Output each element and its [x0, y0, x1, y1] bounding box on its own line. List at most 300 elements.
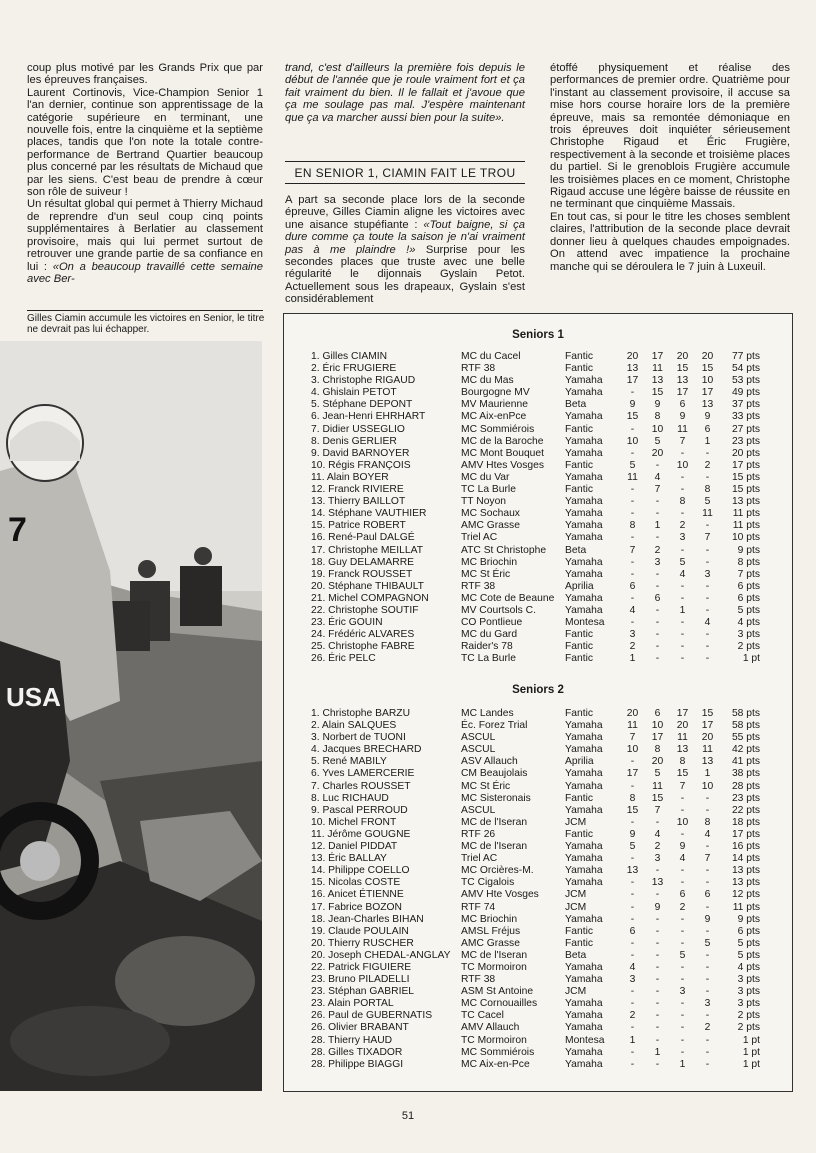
rider-name: 9. David BARNOYER — [311, 447, 410, 459]
round-2-points: 13 — [651, 375, 664, 387]
round-2-points: - — [655, 1034, 660, 1046]
table-row — [311, 902, 760, 914]
round-4-points: - — [705, 841, 710, 853]
club-name: ATC St Christophe — [461, 544, 547, 556]
table-row — [311, 1059, 760, 1071]
round-1-points: 2 — [629, 641, 636, 653]
table-row — [311, 363, 760, 375]
round-2-points: 4 — [654, 471, 661, 483]
round-3-points: - — [680, 508, 685, 520]
motorcycle-make: Beta — [565, 949, 587, 961]
motorcycle-make: Beta — [565, 544, 587, 556]
round-3-points: - — [680, 653, 685, 665]
round-2-points: - — [655, 508, 660, 520]
rider-name: 20. Thierry RUSCHER — [311, 937, 414, 949]
club-name: MC de l'Iseran — [461, 949, 528, 961]
table-row — [311, 768, 760, 780]
rider-name: 23. Bruno PILADELLI — [311, 974, 410, 986]
motorcycle-make: Fantic — [565, 828, 594, 840]
club-name: TC La Burle — [461, 484, 516, 496]
round-3-points: - — [680, 484, 685, 496]
total-points: 11 pts — [732, 901, 760, 913]
club-name: MC Orcières-M. — [461, 865, 534, 877]
club-name: AMV Htes Vosges — [461, 459, 544, 471]
total-points: 1 pt — [742, 1034, 760, 1046]
round-4-points: - — [705, 447, 710, 459]
club-name: Bourgogne MV — [461, 387, 530, 399]
round-4-points: 2 — [704, 1022, 711, 1034]
total-points: 13 pts — [731, 496, 760, 508]
round-1-points: 3 — [629, 974, 636, 986]
club-name: MC Briochin — [461, 913, 518, 925]
club-name: CM Beaujolais — [461, 768, 528, 780]
club-name: ASCUL — [461, 804, 496, 816]
round-1-points: 5 — [629, 459, 636, 471]
round-2-points: 20 — [651, 447, 664, 459]
round-1-points: - — [630, 508, 635, 520]
total-points: 7 pts — [737, 568, 760, 580]
round-2-points: 8 — [654, 411, 661, 423]
round-1-points: 11 — [627, 471, 638, 483]
table-row — [311, 424, 760, 436]
total-points: 17 pts — [731, 828, 760, 840]
table-row — [311, 805, 760, 817]
motorcycle-make: Yamaha — [565, 556, 603, 568]
rider-name: 8. Luc RICHAUD — [311, 792, 389, 804]
total-points: 18 pts — [731, 816, 760, 828]
round-4-points: 6 — [704, 889, 711, 901]
club-name: MC Sochaux — [461, 508, 520, 520]
motorcycle-make: JCM — [565, 986, 587, 998]
table-row — [311, 593, 760, 605]
club-name: AMV Hte Vosges — [461, 889, 539, 901]
rider-name: 23. Éric GOUIN — [311, 617, 383, 629]
motorcycle-make: Yamaha — [565, 568, 603, 580]
rider-name: 13. Éric BALLAY — [311, 853, 387, 865]
round-4-points: - — [705, 974, 710, 986]
round-2-points: - — [655, 459, 660, 471]
club-name: Triel AC — [461, 853, 498, 865]
round-3-points: 5 — [679, 949, 686, 961]
table-row — [311, 938, 760, 950]
round-4-points: - — [705, 580, 710, 592]
round-1-points: - — [630, 816, 635, 828]
table-row — [311, 720, 760, 732]
total-points: 54 pts — [731, 363, 760, 375]
round-1-points: 1 — [629, 653, 636, 665]
round-4-points: 15 — [701, 363, 714, 375]
col1-paragraph-3-text: Un résultat global qui permet à Thierry Michaud de reprendre d'un seul coup cinq points supplémentaires à Berlatier au classement provisoire, mais qui lui permet surtout de retrouver une grande partie de sa confiance en lui : — [27, 198, 263, 273]
rider-name: 16. Anicet ÉTIENNE — [311, 889, 404, 901]
round-1-points: 4 — [629, 604, 636, 616]
round-3-points: - — [680, 937, 685, 949]
motorcycle-make: Yamaha — [565, 411, 603, 423]
motorcycle-make: Yamaha — [565, 604, 603, 616]
motorcycle-make: Fantic — [565, 363, 594, 375]
round-2-points: 11 — [652, 780, 663, 792]
club-name: MC Landes — [461, 708, 514, 719]
table-row — [311, 865, 760, 877]
total-points: 41 pts — [731, 756, 760, 768]
club-name: MC du Mas — [461, 375, 514, 387]
round-4-points: - — [705, 961, 710, 973]
table-row — [311, 950, 760, 962]
round-3-points: 7 — [679, 780, 686, 792]
table-row — [311, 617, 760, 629]
table-row — [311, 496, 760, 508]
round-3-points: 8 — [679, 496, 686, 508]
total-points: 58 pts — [731, 720, 760, 732]
club-name: TC Cigalois — [461, 877, 515, 889]
total-points: 11 pts — [732, 508, 760, 520]
round-2-points: 20 — [651, 756, 664, 768]
table-row — [311, 569, 760, 581]
round-2-points: 2 — [654, 841, 661, 853]
round-3-points: 11 — [677, 423, 688, 435]
rider-name: 2. Alain SALQUES — [311, 720, 397, 732]
round-3-points: - — [680, 925, 685, 937]
total-points: 4 pts — [737, 961, 760, 973]
club-name: MC Mont Bouquet — [461, 447, 544, 459]
rider-name: 18. Guy DELAMARRE — [311, 556, 415, 568]
club-name: MV Courtsols C. — [461, 604, 536, 616]
round-3-points: - — [680, 877, 685, 889]
total-points: 16 pts — [731, 841, 760, 853]
round-1-points: - — [630, 949, 635, 961]
table-row — [311, 781, 760, 793]
club-name: RTF 38 — [461, 580, 496, 592]
round-4-points: 11 — [702, 508, 713, 520]
club-name: RTF 74 — [461, 901, 496, 913]
round-2-points: 3 — [654, 556, 661, 568]
round-1-points: 20 — [626, 351, 639, 362]
round-1-points: 7 — [629, 732, 636, 744]
col2-ciamin-quote: «Tout baigne, si ça dure comme ça toute la saison je n'ai vraiment pas à me plaindre !» — [285, 218, 525, 256]
total-points: 2 pts — [737, 1022, 760, 1034]
table-row — [311, 448, 760, 460]
round-4-points: 5 — [704, 496, 711, 508]
rider-name: 8. Denis GERLIER — [311, 435, 397, 447]
table-row — [311, 460, 760, 472]
table-row — [311, 793, 760, 805]
round-2-points: 7 — [654, 804, 661, 816]
rider-name: 26. Olivier BRABANT — [311, 1022, 409, 1034]
round-3-points: - — [680, 974, 685, 986]
motorcycle-make: Fantic — [565, 925, 594, 937]
table-row — [311, 436, 760, 448]
round-2-points: - — [655, 986, 660, 998]
round-2-points: - — [655, 974, 660, 986]
round-3-points: - — [680, 641, 685, 653]
rider-name: 19. Franck ROUSSET — [311, 568, 413, 580]
round-3-points: - — [680, 1046, 685, 1058]
total-points: 38 pts — [731, 768, 760, 780]
round-4-points: 10 — [701, 780, 714, 792]
round-4-points: - — [705, 556, 710, 568]
motorcycle-make: Fantic — [565, 484, 594, 496]
round-2-points: - — [655, 961, 660, 973]
round-4-points: 4 — [704, 828, 711, 840]
rider-name: 26. Éric PELC — [311, 653, 376, 665]
round-3-points: - — [680, 592, 685, 604]
col1-paragraph-1: coup plus motivé par les Grands Prix que par les épreuves françaises. — [27, 62, 263, 87]
round-2-points: 11 — [652, 363, 663, 375]
club-name: RTF 38 — [461, 363, 496, 375]
seniors1-table — [311, 351, 760, 665]
round-4-points: 3 — [704, 568, 711, 580]
rider-name: 11. Alain BOYER — [311, 471, 389, 483]
round-1-points: - — [630, 592, 635, 604]
seniors2-table — [311, 708, 760, 1071]
table-row — [311, 581, 760, 593]
total-points: 14 pts — [731, 853, 760, 865]
round-2-points: - — [655, 949, 660, 961]
rider-photo — [0, 341, 262, 1091]
round-1-points: 17 — [626, 768, 639, 780]
total-points: 4 pts — [737, 617, 760, 629]
rider-name: 3. Norbert de TUONI — [311, 732, 406, 744]
rider-name: 24. Frédéric ALVARES — [311, 629, 415, 641]
round-4-points: - — [705, 925, 710, 937]
round-1-points: 10 — [626, 435, 639, 447]
round-3-points: 17 — [676, 387, 689, 399]
round-3-points: - — [680, 447, 685, 459]
round-4-points: 17 — [701, 387, 714, 399]
total-points: 17 pts — [731, 459, 760, 471]
round-1-points: 9 — [629, 828, 636, 840]
motorcycle-make: Yamaha — [565, 1022, 603, 1034]
rider-name: 25. Christophe FABRE — [311, 641, 415, 653]
rider-name: 16. René-Paul DALGÉ — [311, 532, 415, 544]
total-points: 5 pts — [737, 604, 760, 616]
rider-bib-number: 7 — [8, 511, 27, 549]
round-4-points: - — [705, 865, 710, 877]
col2-paragraph-1 — [285, 194, 525, 306]
total-points: 2 pts — [737, 641, 760, 653]
rider-name: 23. Alain PORTAL — [311, 998, 394, 1010]
round-3-points: 15 — [676, 768, 689, 780]
round-2-points: - — [655, 913, 660, 925]
round-4-points: - — [705, 986, 710, 998]
round-4-points: 13 — [701, 756, 714, 768]
club-name: MC Cote de Beaune — [461, 592, 555, 604]
motorcycle-make: Fantic — [565, 708, 594, 719]
round-3-points: 15 — [676, 363, 689, 375]
club-name: MC du Gard — [461, 629, 518, 641]
rider-name: 10. Michel FRONT — [311, 816, 397, 828]
round-4-points: 7 — [704, 532, 711, 544]
round-2-points: - — [655, 1010, 660, 1022]
motorcycle-make: Yamaha — [565, 496, 603, 508]
round-1-points: 13 — [626, 363, 639, 375]
round-1-points: 15 — [626, 411, 639, 423]
rider-name: 6. Jean-Henri EHRHART — [311, 411, 426, 423]
club-name: MC de l'Iseran — [461, 816, 528, 828]
round-1-points: 15 — [626, 804, 639, 816]
rider-name: 11. Jérôme GOUGNE — [311, 828, 411, 840]
total-points: 13 pts — [731, 877, 760, 889]
round-4-points: 11 — [702, 744, 713, 756]
motorcycle-make: Yamaha — [565, 1046, 603, 1058]
motorcycle-make: Beta — [565, 399, 587, 411]
round-4-points: - — [705, 653, 710, 665]
round-3-points: - — [680, 580, 685, 592]
total-points: 9 pts — [737, 913, 760, 925]
rider-name: 2. Éric FRUGIERE — [311, 363, 397, 375]
col3-paragraph-1: étoffé physiquement et réalise des performances de premier ordre. Quatrième pour l'instant au classement provisoire, il accuse sa mise hors course horaire lors de la première épreuve, mais sa remontée démoniaque en trois épreuves doit inquiéter sérieusement Christophe Rigaud et Éric Frugière, respectivement à la seconde et troisième places du partiel. Si le grenoblois Frugière accumule les troisièmes places en ce moment, Christophe Rigaud accuse une légère baisse de réussite en ne terminant que cinquième Massais. — [550, 62, 790, 211]
seniors1-title: Seniors 1 — [512, 329, 564, 341]
table-row — [311, 411, 760, 423]
article-column-1 — [27, 62, 263, 285]
round-3-points: - — [680, 828, 685, 840]
total-points: 55 pts — [731, 732, 760, 744]
motorcycle-make: Yamaha — [565, 375, 603, 387]
table-row — [311, 520, 760, 532]
total-points: 22 pts — [731, 804, 760, 816]
total-points: 42 pts — [731, 744, 760, 756]
rider-name: 3. Christophe RIGAUD — [311, 375, 416, 387]
motorcycle-make: Yamaha — [565, 853, 603, 865]
round-1-points: - — [630, 532, 635, 544]
motorcycle-make: Yamaha — [565, 804, 603, 816]
round-1-points: 3 — [629, 629, 636, 641]
round-2-points: - — [655, 604, 660, 616]
round-3-points: - — [680, 1010, 685, 1022]
round-4-points: - — [705, 1046, 710, 1058]
table-row — [311, 756, 760, 768]
motorcycle-make: Yamaha — [565, 974, 603, 986]
round-3-points: 6 — [679, 889, 686, 901]
round-2-points: - — [655, 865, 660, 877]
col2-paragraph-1-intro: A part sa seconde place lors de la seconde épreuve, Gilles Ciamin aligne les victoires avec une aisance stupéfiante : — [285, 194, 525, 231]
round-1-points: - — [630, 617, 635, 629]
rider-name: 5. Stéphane DEPONT — [311, 399, 413, 411]
total-points: 15 pts — [731, 471, 760, 483]
table-row — [311, 841, 760, 853]
motorcycle-make: Yamaha — [565, 1010, 603, 1022]
rider-name: 28. Gilles TIXADOR — [311, 1046, 403, 1058]
rider-name: 4. Ghislain PETOT — [311, 387, 397, 399]
round-3-points: 13 — [676, 375, 689, 387]
round-1-points: 13 — [626, 865, 639, 877]
rider-name: 13. Thierry BAILLOT — [311, 496, 406, 508]
photo-caption: Gilles Ciamin accumule les victoires en Senior, le titre ne devrait pas lui échapper. — [27, 313, 265, 335]
round-2-points: - — [655, 641, 660, 653]
table-row — [311, 1022, 760, 1034]
round-3-points: 2 — [679, 520, 686, 532]
club-name: Triel AC — [461, 532, 498, 544]
round-1-points: - — [630, 889, 635, 901]
round-1-points: - — [630, 901, 635, 913]
motorcycle-make: Fantic — [565, 629, 594, 641]
round-3-points: - — [680, 865, 685, 877]
table-row — [311, 986, 760, 998]
round-2-points: 9 — [654, 399, 661, 411]
motorcycle-make: Yamaha — [565, 447, 603, 459]
round-3-points: 4 — [679, 853, 686, 865]
total-points: 33 pts — [731, 411, 760, 423]
motorcycle-make: Yamaha — [565, 732, 603, 744]
round-3-points: - — [680, 544, 685, 556]
table-row — [311, 508, 760, 520]
motorcycle-make: Montesa — [565, 1034, 605, 1046]
table-row — [311, 1010, 760, 1022]
total-points: 13 pts — [731, 865, 760, 877]
round-4-points: 9 — [704, 913, 711, 925]
club-name: TC Cacel — [461, 1010, 504, 1022]
table-row — [311, 484, 760, 496]
round-1-points: - — [630, 1046, 635, 1058]
rider-name: 28. Thierry HAUD — [311, 1034, 393, 1046]
rider-name: 1. Gilles CIAMIN — [311, 351, 388, 362]
round-1-points: 17 — [626, 375, 639, 387]
motorcycle-make: JCM — [565, 901, 587, 913]
table-row — [311, 351, 760, 363]
round-2-points: 17 — [651, 732, 664, 744]
round-3-points: 6 — [679, 399, 686, 411]
round-4-points: - — [705, 629, 710, 641]
round-2-points: 17 — [651, 351, 664, 362]
table-row — [311, 387, 760, 399]
rider-name: 12. Daniel PIDDAT — [311, 841, 398, 853]
total-points: 2 pts — [737, 1010, 760, 1022]
club-name: MC Sisteronais — [461, 792, 531, 804]
round-4-points: - — [705, 901, 710, 913]
table-row — [311, 629, 760, 641]
round-4-points: - — [705, 641, 710, 653]
total-points: 20 pts — [731, 447, 760, 459]
club-name: TC Mormoiron — [461, 961, 527, 973]
table-row — [311, 545, 760, 557]
round-4-points: - — [705, 792, 710, 804]
col2-paragraph-1-end: Surprise pour les secondes places que truste avec une belle régularité le dijonnais Gyslain Petot. Actuellement sous les drapeaux, Gyslain s'est considérablement — [285, 243, 525, 306]
club-name: AMC Grasse — [461, 520, 520, 532]
round-2-points: 6 — [654, 592, 661, 604]
round-1-points: 4 — [629, 961, 636, 973]
club-name: MC de la Baroche — [461, 435, 544, 447]
round-3-points: 3 — [679, 986, 686, 998]
club-name: RTF 26 — [461, 828, 496, 840]
round-1-points: - — [630, 937, 635, 949]
rider-name: 7. Didier USSEGLIO — [311, 423, 405, 435]
motorcycle-make: Aprilia — [565, 580, 594, 592]
rider-name: 12. Franck RIVIERE — [311, 484, 404, 496]
table-row — [311, 732, 760, 744]
club-name: TC La Burle — [461, 653, 516, 665]
round-2-points: - — [655, 532, 660, 544]
rider-name: 15. Nicolas COSTE — [311, 877, 401, 889]
club-name: TC Mormoiron — [461, 1034, 527, 1046]
total-points: 9 pts — [737, 544, 760, 556]
rider-photo-image — [0, 341, 262, 1091]
round-2-points: - — [655, 816, 660, 828]
rider-name: 18. Jean-Charles BIHAN — [311, 913, 424, 925]
round-3-points: - — [680, 1022, 685, 1034]
table-row — [311, 998, 760, 1010]
club-name: CO Pontlieue — [461, 617, 523, 629]
round-2-points: - — [655, 629, 660, 641]
round-1-points: 6 — [629, 925, 636, 937]
round-4-points: 8 — [704, 484, 711, 496]
club-name: MC Aix-enPce — [461, 411, 527, 423]
round-2-points: - — [655, 925, 660, 937]
club-name: ASCUL — [461, 732, 496, 744]
motorcycle-make: Yamaha — [565, 841, 603, 853]
round-3-points: - — [680, 1034, 685, 1046]
round-3-points: 13 — [676, 744, 689, 756]
rider-jersey-text: USA — [6, 682, 61, 712]
round-3-points: 1 — [679, 1058, 686, 1070]
